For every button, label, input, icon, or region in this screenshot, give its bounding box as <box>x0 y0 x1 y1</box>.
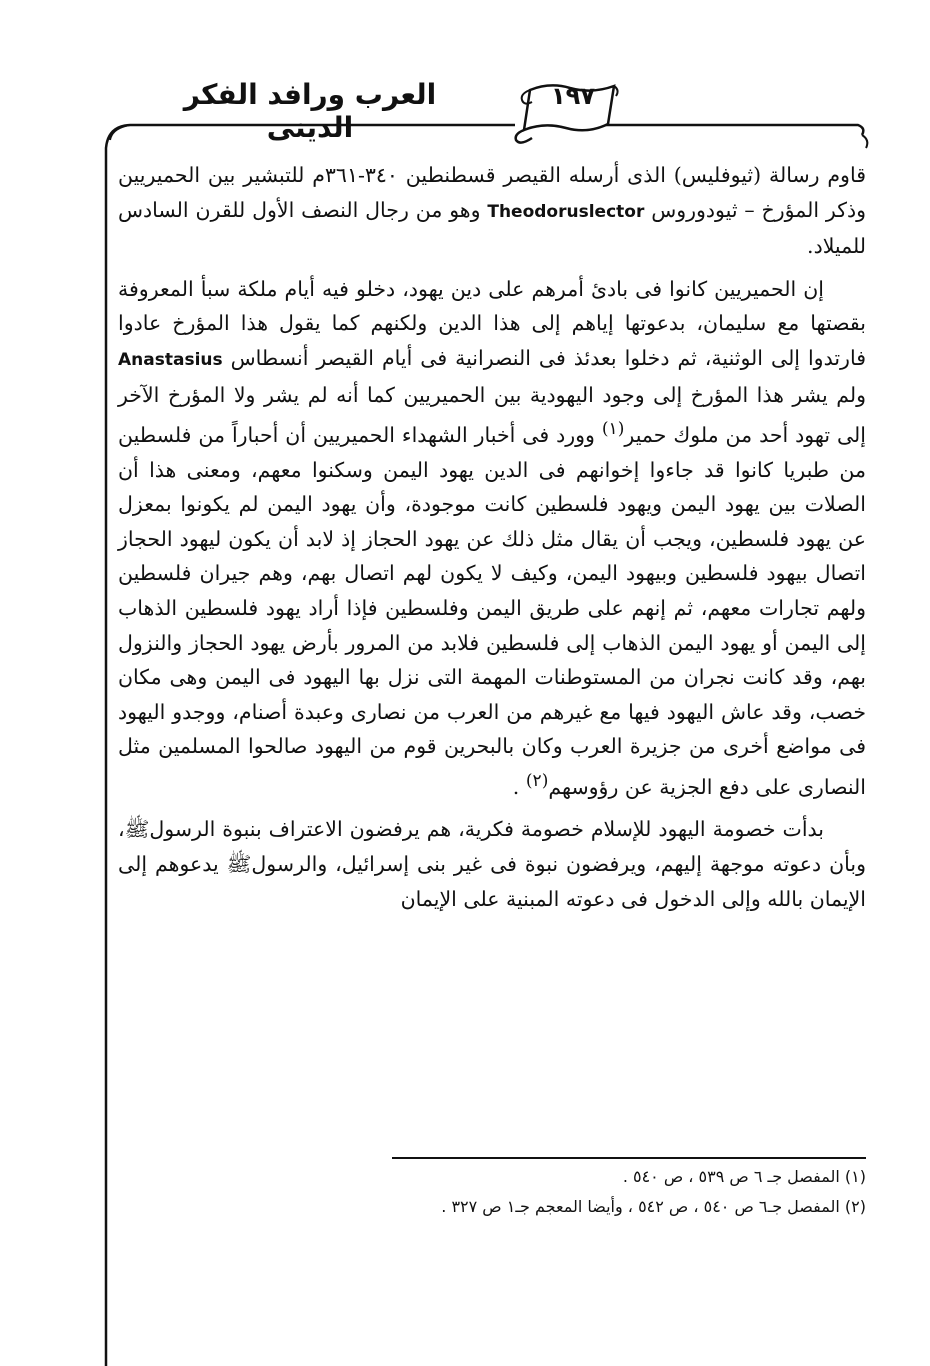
body-text <box>118 158 866 924</box>
paragraph <box>118 158 866 264</box>
footnote-ref: (١) <box>601 419 625 440</box>
text-segment: قاوم رسالة (ثيوفليس) الذى أرسله القيصر قسطنطين ٣٤٠-٣٦١م للتبشير بين الحميريين وذكر المؤرخ – ثيودوروس <box>118 163 867 222</box>
footnote-ref: (٢) <box>525 770 549 791</box>
paragraph <box>118 272 866 805</box>
paragraph: بدأت خصومة اليهود للإسلام خصومة فكرية، هم يرفضون الاعتراف بنبوة الرسولﷺ، وبأن دعوته موجهة إليهم، ويرفضون نبوة فى غير بنى إسرائيل، والرسولﷺ يدعوهم إلى الإيمان بالله وإلى الدخول فى دعوته المبنية على الإيمان <box>118 817 866 911</box>
text-segment: وهو من رجال النصف الأول للقرن السادس للميلاد. <box>118 197 866 259</box>
footnote: (١) المفصل جـ ٦ ص ٥٣٩ ، ص ٥٤٠ . <box>622 1167 866 1186</box>
running-title: العرب ورافد الفكر الدينى <box>183 78 437 144</box>
latin-term: Anastasius <box>118 349 223 370</box>
footnote: (٢) المفصل جـ٦ ص ٥٤٠ ، ص ٥٤٢ ، وأيضا المعجم جـ١ ص ٣٢٧ . <box>441 1197 866 1216</box>
text-segment: ولم يشر هذا المؤرخ إلى وجود اليهودية بين الحميريين كما أنه لم يشر ولا المؤرخ الآخر إلى تهود أحد من ملوك حمير <box>118 382 866 447</box>
text-segment: . <box>512 774 526 799</box>
footnote-divider <box>392 1157 866 1159</box>
text-segment: وورد فى أخبار الشهداء الحميريين أن أحباراً من فلسطين من طبريا كانوا قد جاءوا إخوانهم فى الدين يهود اليمن وسكنوا معهم، ومعنى هذا أن الصلات بين يهود اليمن ويهود فلسطين كانت موجودة، وأن يهود اليمن لم يكونوا بمعزل عن يهود فلسطين، ويجب أن يقال مثل ذلك عن يهود الحجاز إذ لابد أن يكون ليهود الحجاز اتصال بيهود فلسطين وبيهود اليمن، وكيف لا يكون لهم اتصال بهم، وهم جيران فلسطين ولهم تجارات معهم، ثم إنهم على طريق اليمن وفلسطين فإذا أراد يهود فلسطين الذهاب إلى اليمن أو يهود اليمن الذهاب إلى فلسطين فلابد من المرور بأرض يهود الحجاز والنزول بهم، وقد كانت نجران من المستوطنات المهمة التى نزل بها اليهود فى اليمن وهى مكان خصب، وقد عاش اليهود فيها مع غيرهم من العرب من نصارى وعبدة أصنام، ووجدو اليهود فى مواضع أخرى من جزيرة العرب وكان بالبحرين قوم من اليهود صالحوا المسلمين مثل النصارى على دفع الجزية عن رؤوسهم <box>118 422 866 799</box>
page-number: ١٩٧ <box>551 82 595 110</box>
footnotes <box>320 1162 866 1222</box>
text-segment: إن الحميريين كانوا فى بادئ أمرهم على دين يهود، دخلو فيه أيام ملكة سبأ المعروفة بقصتها مع سليمان، بدعوتها إياهم إلى هذا الدين ولكنهم كما يقول هذا المؤرخ عادوا فارتدوا إلى الوثنية، ثم دخلوا بعدئذ فى النصرانية فى أيام القيصر أنسطاس <box>118 276 866 370</box>
latin-term: Theodoruslector <box>487 201 645 222</box>
